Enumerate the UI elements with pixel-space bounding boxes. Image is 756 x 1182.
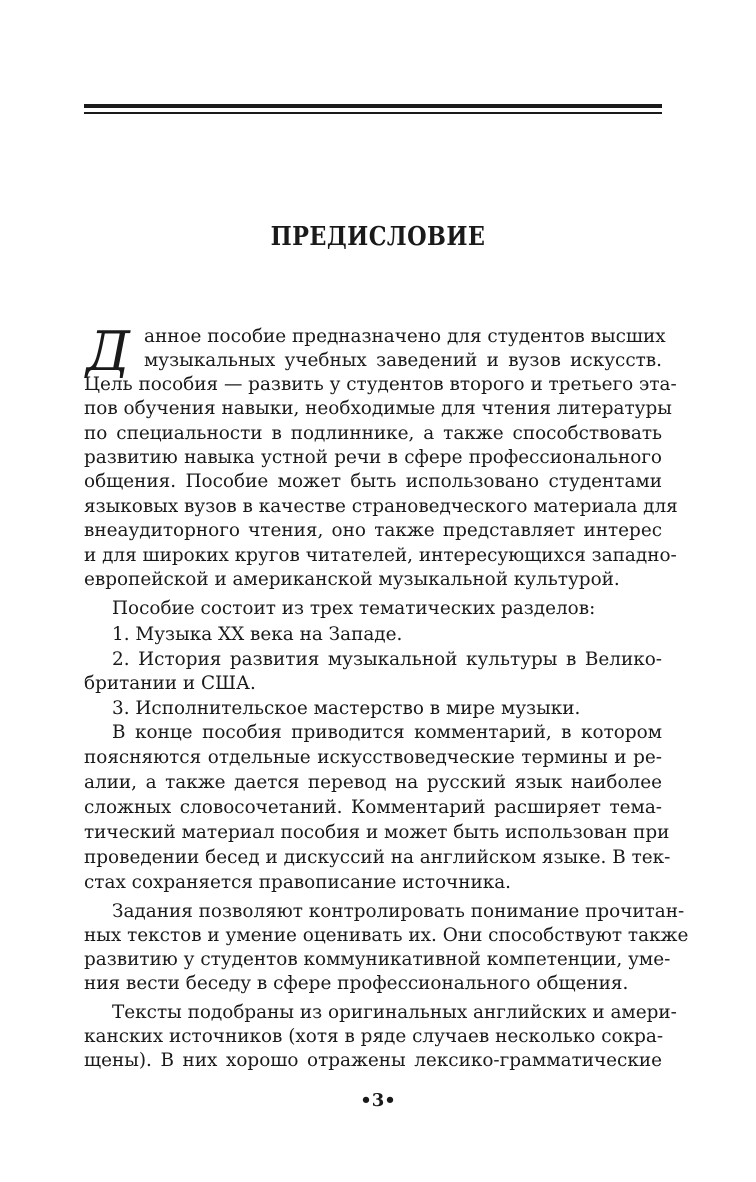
page-number: •3•	[360, 1090, 396, 1111]
text-line: и для широких кругов читателей, интересующихся западно-	[84, 545, 677, 566]
text-line: ния вести беседу в сфере профессионального общения.	[84, 973, 629, 994]
text-line: проведении бесед и дискуссий на английском языке. В тек-	[84, 847, 671, 868]
text-line: общения. Пособие может быть использовано студентами	[84, 471, 662, 492]
text-line: 2. История развития музыкальной культуры в Велико-	[112, 649, 662, 670]
text-line: 1. Музыка XX века на Западе.	[112, 624, 403, 645]
text-line: развитию навыка устной речи в сфере профессионального	[84, 447, 662, 468]
text-line: анное пособие предназначено для студентов высших	[144, 326, 666, 347]
text-line: Тексты подобраны из оригинальных английских и амери-	[112, 1002, 677, 1023]
text-line: алии, а также дается перевод на русский язык наиболее	[84, 772, 662, 793]
text-line: тический материал пособия и может быть использован при	[84, 822, 670, 843]
text-line: Цель пособия — развить у студентов второго и третьего эта-	[84, 374, 677, 395]
text-line: щены). В них хорошо отражены лексико-грамматические	[84, 1050, 662, 1071]
text-line: стах сохраняется правописание источника.	[84, 872, 512, 893]
text-line: внеаудиторного чтения, оно также представляет интерес	[84, 520, 662, 541]
text-line: британии и США.	[84, 673, 256, 694]
text-line: по специальности в подлиннике, а также способствовать	[84, 423, 662, 444]
text-line: пов обучения навыки, необходимые для чтения литературы	[84, 398, 672, 419]
text-line: В конце пособия приводится комментарий, в котором	[112, 722, 662, 743]
text-line: канских источников (хотя в ряде случаев несколько сокра-	[84, 1026, 664, 1047]
text-line: Пособие состоит из трех тематических разделов:	[112, 598, 596, 619]
body-text	[84, 0, 689, 1182]
text-line: 3. Исполнительское мастерство в мире музыки.	[112, 698, 581, 719]
text-line: европейской и американской музыкальной культурой.	[84, 569, 620, 590]
text-line: развитию у студентов коммуникативной компетенции, уме-	[84, 949, 671, 970]
text-line: языковых вузов в качестве страноведческого материала для	[84, 496, 678, 517]
text-line: сложных словосочетаний. Комментарий расширяет тема-	[84, 797, 662, 818]
drop-cap-letter: Д	[86, 322, 130, 378]
text-line: музыкальных учебных заведений и вузов искусств.	[144, 350, 662, 371]
text-line: ных текстов и умение оценивать их. Они способствуют также	[84, 925, 689, 946]
page-title: ПРЕДИСЛОВИЕ	[270, 222, 486, 252]
text-line: поясняются отдельные искусствоведческие термины и ре-	[84, 747, 662, 768]
text-line: Задания позволяют контролировать понимание прочитан-	[112, 901, 685, 922]
